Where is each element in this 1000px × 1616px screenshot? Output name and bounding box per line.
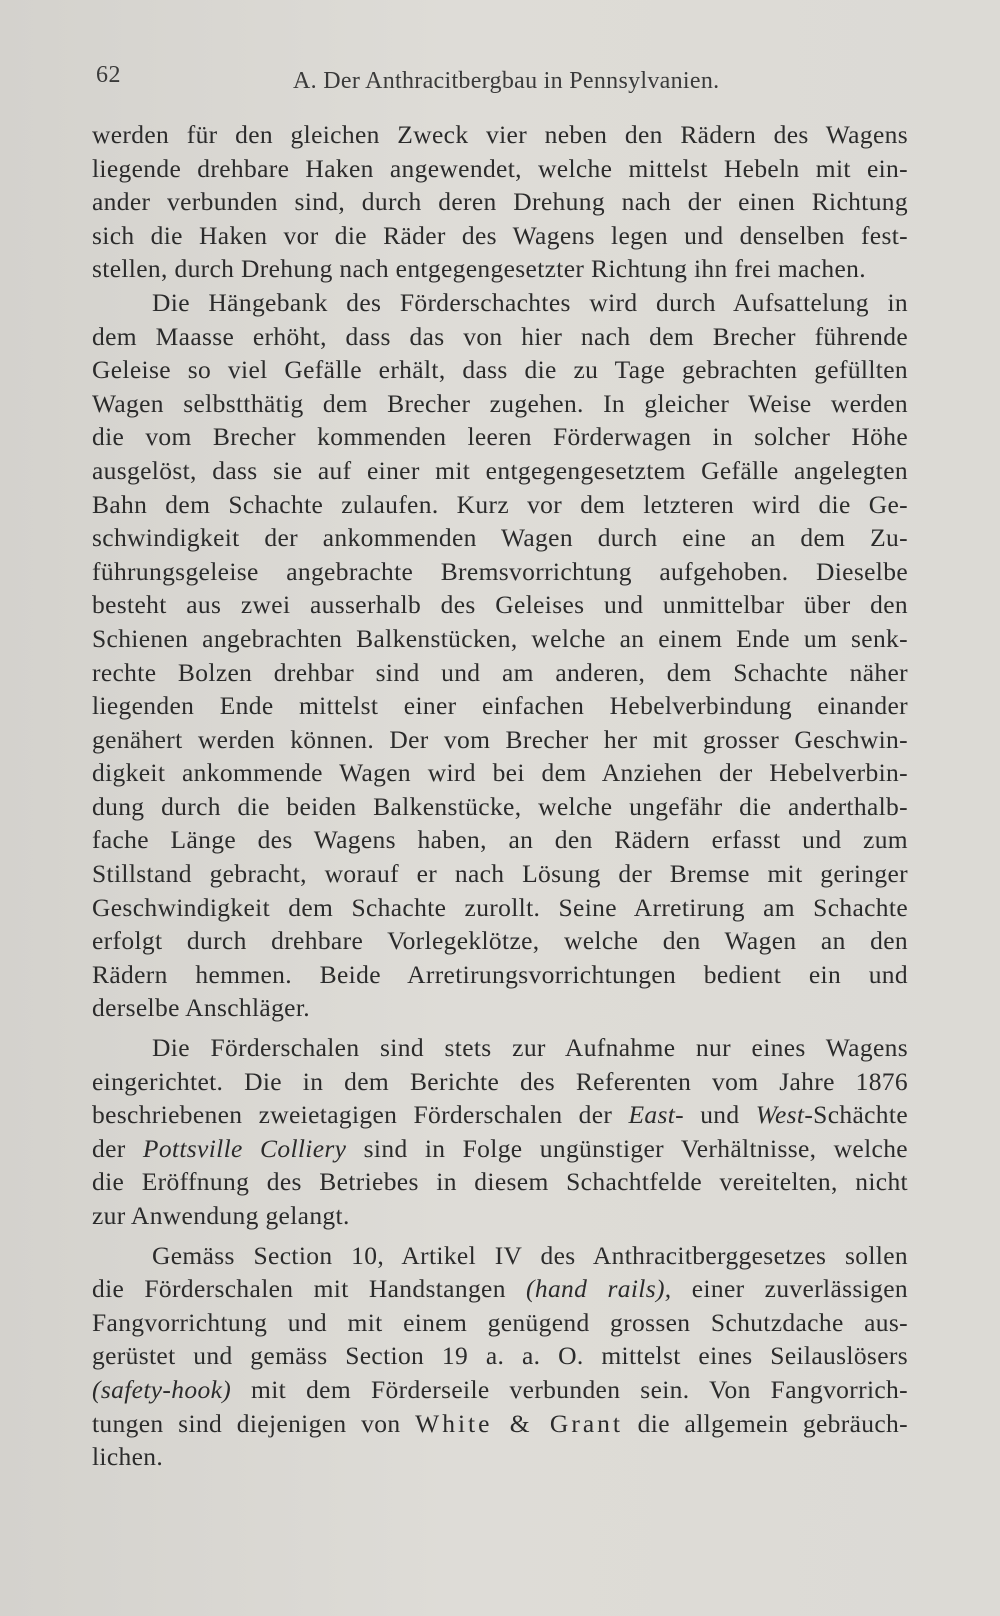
text-line: gerüstet und gemäss Section 19 a. a. O. mittelst eines Seilauslösers xyxy=(92,1341,908,1371)
text-line: ander verbunden sind, durch deren Drehung nach der einen Richtung xyxy=(92,187,908,217)
text-line: sich die Haken vor die Räder des Wagens legen und denselben fest- xyxy=(92,220,908,250)
text-run: -Schächte xyxy=(804,1100,909,1130)
text-line: fache Länge des Wagens haben, an den Rädern erfasst und zum xyxy=(92,825,908,855)
text-run: die Förderschalen mit Handstangen xyxy=(92,1274,527,1304)
text-line: Bahn dem Schachte zulaufen. Kurz vor dem letzteren wird die Ge- xyxy=(92,489,908,519)
text-line: schwindigkeit der ankommenden Wagen durch eine an dem Zu- xyxy=(92,523,908,553)
text-line: dem Maasse erhöht, dass das von hier nach dem Brecher führende xyxy=(92,321,908,351)
text-line: liegende drehbare Haken angewendet, welche mittelst Hebeln mit ein- xyxy=(92,153,908,183)
text-line xyxy=(92,1098,908,1132)
text-line: besteht aus zwei ausserhalb des Geleises und unmittelbar über den xyxy=(92,590,908,620)
paragraph-2 xyxy=(92,286,908,1025)
text-line xyxy=(92,1373,908,1407)
text-line: erfolgt durch drehbare Vorlegeklötze, welche den Wagen an den xyxy=(92,926,908,956)
text-line: Fangvorrichtung und mit einem genügend grossen Schutzdache aus- xyxy=(92,1307,908,1337)
text-line: zur Anwendung gelangt. xyxy=(92,1201,350,1230)
text-run: beschriebenen zweietagigen Förderschalen der xyxy=(92,1100,629,1130)
text-run: mit dem Förderseile verbunden sein. Von Fangvorrich- xyxy=(231,1374,908,1404)
text-run: tungen sind diejenigen von xyxy=(92,1408,416,1438)
english-term-safety-hook: (safety-hook) xyxy=(92,1374,232,1404)
text-run: einer zuverlässigen xyxy=(671,1274,908,1304)
text-line: die vom Brecher kommenden leeren Förderwagen in solcher Höhe xyxy=(92,422,908,452)
text-run: sind in Folge ungünstiger Verhältnisse, welche xyxy=(346,1133,908,1163)
shaft-name-east: East- xyxy=(628,1100,685,1130)
text-line xyxy=(92,1407,908,1441)
running-title: A. Der Anthracitbergbau in Pennsylvanien. xyxy=(293,68,720,94)
text-line: Die Förderschalen sind stets zur Aufnahme nur eines Wagens xyxy=(152,1033,908,1063)
body-text xyxy=(92,118,908,1474)
text-run: der xyxy=(92,1133,143,1163)
text-line: Geleise so viel Gefälle erhält, dass die zu Tage gebrachten gefüllten xyxy=(92,355,908,385)
shaft-name-west: West xyxy=(755,1100,805,1130)
text-line: Geschwindigkeit dem Schachte zurollt. Seine Arretirung am Schachte xyxy=(92,892,908,922)
text-run: die allgemein gebräuch- xyxy=(622,1408,908,1438)
page-header xyxy=(96,60,910,100)
text-line: Wagen selbstthätig dem Brecher zugehen. In gleicher Weise werden xyxy=(92,388,908,418)
text-line: eingerichtet. Die in dem Berichte des Referenten vom Jahre 1876 xyxy=(92,1066,908,1096)
text-line: Gemäss Section 10, Artikel IV des Anthracitberggesetzes sollen xyxy=(152,1240,908,1270)
text-line: rechte Bolzen drehbar sind und am anderen, dem Schachte näher xyxy=(92,657,908,687)
text-line: werden für den gleichen Zweck vier neben den Rädern des Wagens xyxy=(92,120,908,149)
paragraph-1 xyxy=(92,118,908,286)
text-line: die Eröffnung des Betriebes in diesem Schachtfelde vereitelten, nicht xyxy=(92,1167,908,1197)
text-line xyxy=(92,1132,908,1166)
text-line: Die Hängebank des Förderschachtes wird durch Aufsattelung in xyxy=(152,287,908,317)
text-line: stellen, durch Drehung nach entgegengesetzter Richtung ihn frei machen. xyxy=(92,254,866,284)
text-line: Schienen angebrachten Balkenstücken, welche an einem Ende um senk- xyxy=(92,623,908,653)
text-line: lichen. xyxy=(92,1442,164,1472)
text-line: ausgelöst, dass sie auf einer mit entgegengesetztem Gefälle angelegten xyxy=(92,455,908,485)
paragraph-3 xyxy=(92,1031,908,1233)
text-line: Rädern hemmen. Beide Arretirungsvorrichtungen bedient ein und xyxy=(92,959,908,989)
paragraph-4 xyxy=(92,1239,908,1474)
text-line: liegenden Ende mittelst einer einfachen Hebelverbindung einander xyxy=(92,691,908,721)
text-line: Stillstand gebracht, worauf er nach Lösung der Bremse mit geringer xyxy=(92,859,908,889)
text-line: genähert werden können. Der vom Brecher her mit grosser Geschwin- xyxy=(92,724,908,754)
text-line: dung durch die beiden Balkenstücke, welche ungefähr die anderthalb- xyxy=(92,791,908,821)
text-line: führungsgeleise angebrachte Bremsvorrichtung aufgehoben. Dieselbe xyxy=(92,556,908,586)
text-line xyxy=(92,1272,908,1306)
page-number: 62 xyxy=(96,62,121,88)
text-line: digkeit ankommende Wagen wird bei dem Anziehen der Hebelverbin- xyxy=(92,758,908,788)
colliery-name: Pottsville Colliery xyxy=(142,1133,347,1163)
inventor-names: White & Grant xyxy=(415,1408,623,1438)
english-term-hand-rails: (hand rails), xyxy=(526,1274,672,1304)
text-run: und xyxy=(684,1100,756,1130)
text-line: derselbe Anschläger. xyxy=(92,993,311,1023)
